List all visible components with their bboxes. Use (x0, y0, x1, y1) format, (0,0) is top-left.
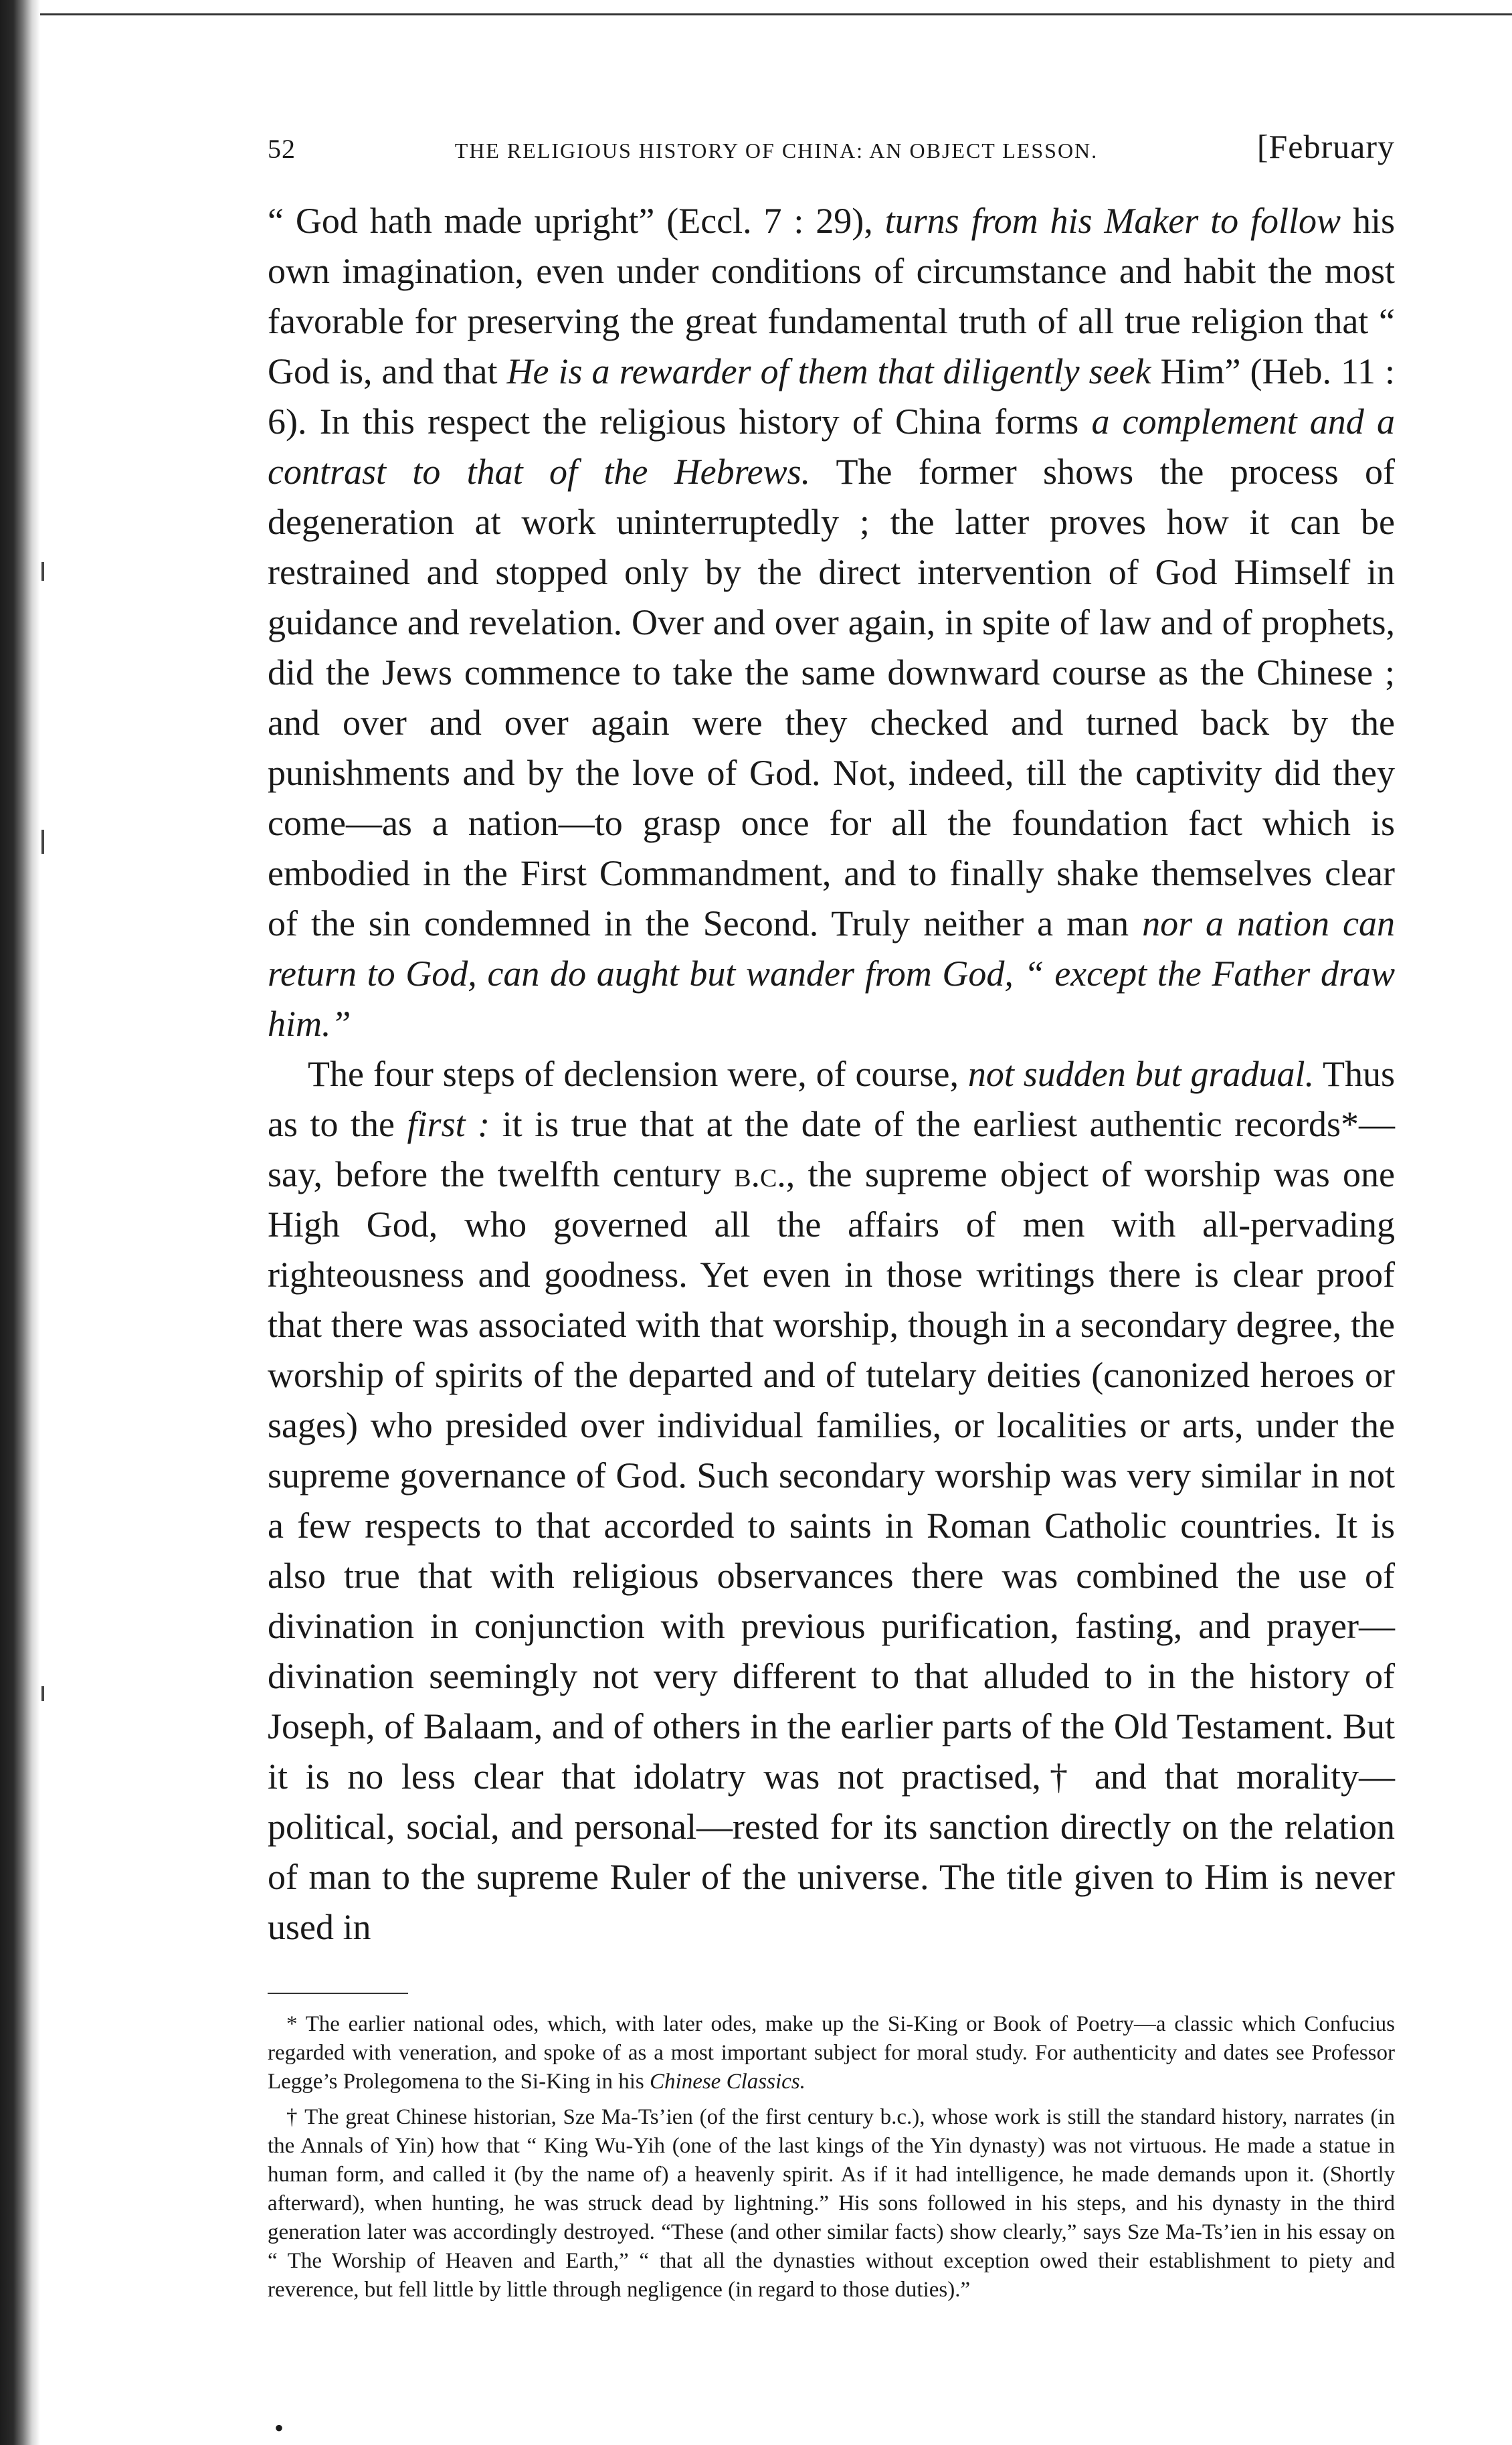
body-text (268, 196, 1395, 1953)
margin-mark (41, 830, 44, 854)
text-run: , the supreme object of worship was one High God, who governed all the affairs of men with all-pervading righteousness and goodness. Yet even in those writings there is clear proof that there was associated with that worship, though in a secondary degree, the worship of spirits of the departed and of tutelary deities (canonized heroes or sages) who presided over individual families, or localities or arts, under the supreme governance of God. Such secondary worship was very similar in not a few respects to that accorded to saints in Roman Catholic countries. It is also true that with religious observances there was combined the use of divination in conjunction with previous purification, fasting, and prayer—divination seemingly not very different to that alluded to in the history of Joseph, of Balaam, and of others in the earlier parts of the Old Testament. But it is no less clear that idolatry was not practised,† and that morality—political, social, and personal—rested for its sanction directly on the relation of man to the supreme Ruler of the universe. The title given to Him is never used in (268, 1154, 1395, 1947)
signature-mark: • (274, 2413, 284, 2443)
text-run: Thus as to the (268, 1054, 1396, 1144)
text-run: it is true that at the date of the earliest authentic records*—say, before the twelfth century (268, 1104, 1395, 1194)
text-run: The four steps of declension were, of course, (308, 1054, 968, 1094)
small-caps-run: b.c. (734, 1154, 786, 1194)
footnote-2: † The great Chinese historian, Sze Ma-Ts’ien (of the first century b.c.), whose work is still the standard history, narrates (in the Annals of Yin) how that “ King Wu-Yih (one of the last kings of the Yin dynasty) was not virtuous. He made a statue in human form, and called it (by the name of) a heavenly spirit. As if it had intelligence, he made demands upon it. (Shortly afterward), when hunting, he was struck dead by lightning.” His sons followed in his steps, and his dynasty in the third generation later was accordingly destroyed. “These (and other similar facts) show clearly,” says Sze Ma-Ts’ien in his essay on “ The Worship of Heaven and Earth,” “ that all the dynasties without exception owed their establishment to piety and reverence, but fell little by little through negligence (in regard to those duties).” (268, 2105, 1395, 2302)
running-month: [February (1256, 128, 1395, 165)
paragraph-1 (268, 196, 1395, 1049)
italic-run: first : (407, 1104, 490, 1144)
italic-run: Chinese Classics. (650, 2070, 806, 2094)
text-run: “ God hath made upright” (Eccl. 7 : 29), (268, 201, 885, 241)
page-number: 52 (268, 134, 296, 164)
page-content (268, 127, 1395, 2311)
text-run: The former shows the process of degeneration at work uninterruptedly ; the latter proves how it can be restrained and stopped only by the direct intervention of God Himself in guidance and revelation. Over and over again, in spite of law and of prophets, did the Jews commence to take the same downward course as the Chinese ; and over and over again were they checked and turned back by the punishments and by the love of God. Not, indeed, till the captivity did they come—as a nation—to grasp once for all the foundation fact which is embodied in the First Commandment, and to finally shake themselves clear of the sin condemned in the Second. Truly neither a man (268, 452, 1395, 943)
text-run: * The earlier national odes, which, with later odes, make up the Si-King or Book of Poetry—a classic which Confucius regarded with veneration, and spoke of as a most important subject for moral study. For authenticity and dates see Professor Legge’s Prolegomena to the Si-King in his (268, 2012, 1395, 2094)
footnotes (268, 2010, 1395, 2304)
footnote-rule (268, 1993, 408, 1994)
running-title: THE RELIGIOUS HISTORY OF CHINA: AN OBJECT LESSON. (454, 139, 1099, 163)
italic-run: not sudden but gradual. (967, 1054, 1315, 1094)
italic-run: nor a nation can return to God, can do aught but wander from God, “ except the Father draw him.” (268, 903, 1395, 1044)
margin-mark (41, 562, 44, 581)
book-spine-shadow (0, 0, 40, 2445)
margin-mark (41, 1686, 44, 1701)
paragraph-2 (268, 1049, 1395, 1953)
italic-run: He is a rewarder of them that diligently seek (506, 351, 1151, 391)
text-run: Him” (Heb. 11 : 6). In this respect the religious history of China forms (268, 351, 1395, 442)
footnote-1 (268, 2010, 1395, 2096)
italic-run: a complement and a contrast to that of the Hebrews. (268, 401, 1396, 492)
top-edge-rule (40, 13, 1512, 15)
text-run: his own imagination, even under conditions of circumstance and habit the most favorable for preserving the great fundamental truth of all true religion that “ God is, and that (268, 201, 1395, 391)
running-header (268, 127, 1395, 166)
italic-run: turns from his Maker to follow (884, 201, 1341, 241)
